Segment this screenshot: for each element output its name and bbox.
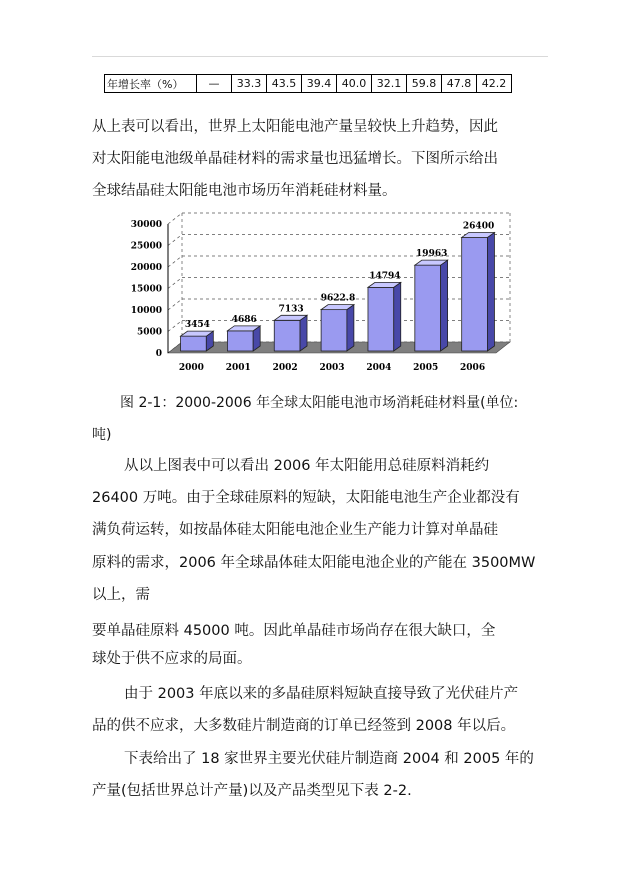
- y-tick-label: 15000: [130, 284, 162, 295]
- figure-caption: 图 2-1：2000-2006 年全球太阳能电池市场消耗硅材料量(单位:: [120, 395, 519, 411]
- bar-value-label: 26400: [462, 221, 495, 232]
- text-line: 从上表可以看出，世界上太阳能电池产量呈较快上升趋势，因此: [92, 119, 498, 135]
- bar-front: [321, 310, 347, 351]
- text-line: 从以上图表中可以看出 2006 年太阳能用总硅原料消耗约: [124, 458, 490, 474]
- table-cell: 40.0: [337, 75, 372, 93]
- text-line: 品的供不应求，大多数硅片制造商的订单已经签到 2008 年以后。: [92, 718, 516, 734]
- text-line: 由于 2003 年底以来的多晶硅原料短缺直接导致了光伏硅片产: [124, 686, 519, 702]
- gridline-side: [168, 321, 182, 332]
- table-cell: —: [197, 75, 232, 93]
- bar-side: [394, 282, 401, 351]
- table-cell: 33.3: [232, 75, 267, 93]
- bar-value-label: 7133: [278, 304, 304, 315]
- bar-value-label: 19963: [416, 249, 448, 260]
- table-cell: 32.1: [372, 75, 407, 93]
- gridline-side: [168, 278, 182, 289]
- text-line: 全球结晶硅太阳能电池市场历年消耗硅材料量。: [92, 183, 397, 199]
- y-tick-label: 20000: [130, 263, 162, 273]
- table-cell: 42.2: [477, 75, 512, 93]
- y-tick-label: 25000: [130, 241, 162, 252]
- table-row: [105, 75, 512, 93]
- gridline-side: [168, 256, 182, 267]
- text-line: 要单晶硅原料 45000 吨。因此单晶硅市场尚存在很大缺口，全: [92, 623, 496, 639]
- bar-front: [415, 265, 441, 351]
- table-cell: 43.5: [267, 75, 302, 93]
- x-tick-label: 2004: [366, 363, 392, 373]
- gridline-side: [168, 299, 182, 310]
- y-tick-label: 10000: [130, 306, 162, 316]
- row-label: 年增长率（%）: [105, 75, 197, 93]
- bar-side: [347, 305, 354, 351]
- gridline-side: [168, 213, 182, 224]
- bar-side: [441, 260, 448, 351]
- bar-front: [368, 287, 394, 351]
- bar-front: [181, 336, 207, 351]
- silicon-consumption-chart: [128, 210, 518, 382]
- bar-side: [487, 232, 494, 351]
- x-tick-label: 2002: [272, 363, 298, 373]
- bar-side: [300, 315, 307, 351]
- text-line: 下表给出了 18 家世界主要光伏硅片制造商 2004 和 2005 年的: [124, 751, 534, 767]
- table-cell: 59.8: [407, 75, 442, 93]
- table-cell: 39.4: [302, 75, 337, 93]
- bar-value-label: 3454: [184, 320, 210, 331]
- bar-front: [462, 237, 488, 351]
- x-tick-label: 2003: [319, 363, 345, 373]
- text-line: 对太阳能电池级单晶硅材料的需求量也迅猛增长。下图所示给出: [92, 151, 498, 167]
- bar-front: [274, 320, 300, 351]
- gridline-side: [168, 235, 182, 246]
- header-rule: [92, 56, 548, 57]
- text-line: 26400 万吨。由于全球硅原料的短缺，太阳能电池生产企业都没有: [92, 490, 520, 506]
- text-line: 原料的需求，2006 年全球晶体硅太阳能电池企业的产能在 3500MW: [92, 555, 536, 571]
- bar-value-label: 4686: [231, 314, 257, 325]
- text-line: 满负荷运转，如按晶体硅太阳能电池企业生产能力计算对单晶硅: [92, 522, 498, 538]
- y-tick-label: 5000: [136, 327, 162, 338]
- growth-rate-table: [104, 74, 512, 93]
- bar-value-label: 9622.8: [320, 293, 356, 304]
- figure-caption-unit: 吨): [92, 427, 112, 443]
- x-tick-label: 2005: [413, 363, 439, 373]
- x-tick-label: 2001: [225, 363, 251, 373]
- text-line: 球处于供不应求的局面。: [92, 651, 252, 667]
- x-tick-label: 2000: [178, 363, 204, 373]
- x-tick-label: 2006: [460, 363, 486, 373]
- bar-value-label: 14794: [369, 271, 401, 282]
- text-line: 产量(包括世界总计产量)以及产品类型见下表 2-2.: [92, 783, 412, 799]
- text-line: 以上，需: [92, 587, 150, 603]
- y-tick-label: 0: [155, 349, 162, 359]
- bar-front: [227, 331, 253, 351]
- y-tick-label: 30000: [130, 220, 162, 230]
- table-cell: 47.8: [442, 75, 477, 93]
